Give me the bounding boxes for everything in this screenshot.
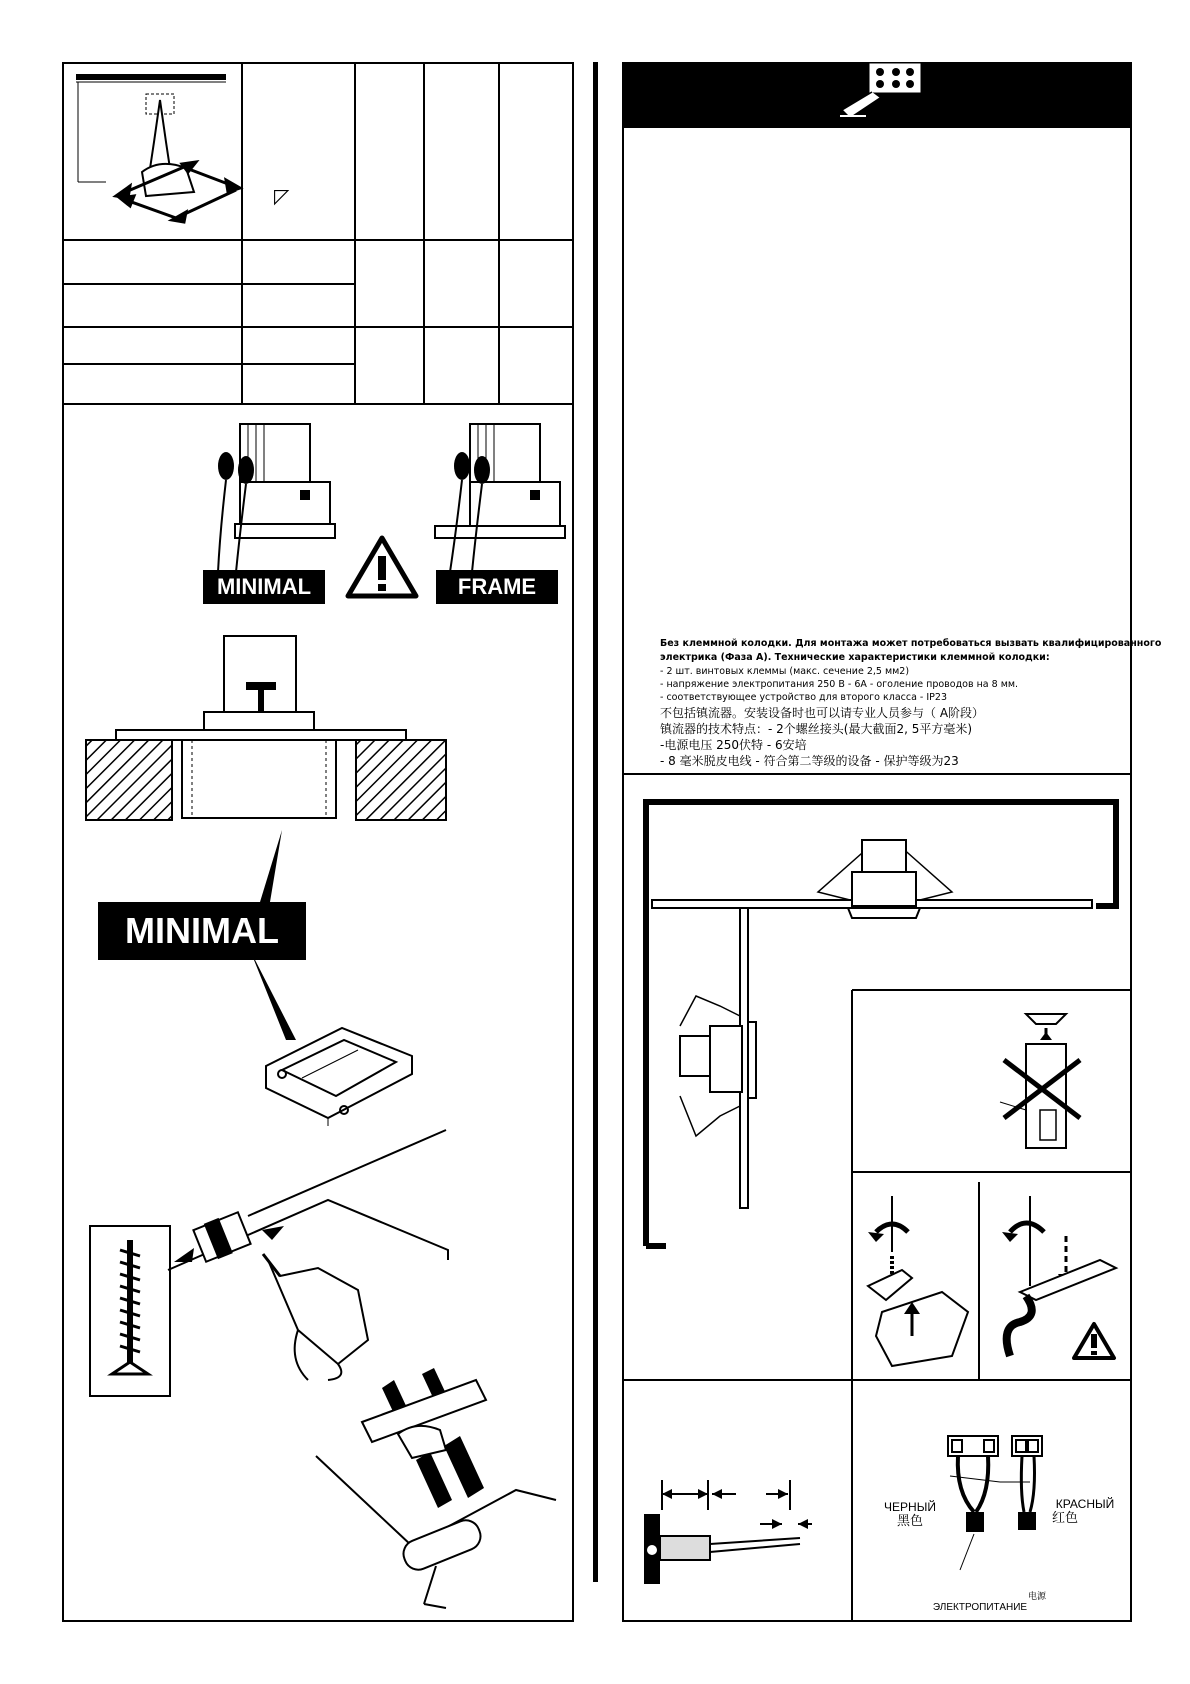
ru-note-line-5: - соответствующее устройство для второго класса - IP23 [660,692,947,703]
ru-note-line-4: - напряжение электропитания 250 В - 6А - оголение проводов на 8 мм. [660,679,1019,690]
plastering-illustration [316,1360,556,1610]
clip-screw-warning-illustration [990,1196,1120,1366]
clip-fix-illustration [862,1196,982,1366]
power-label-ru: ЭЛЕКТРОПИТАНИЕ [932,1602,1028,1613]
lamp-minimal-illustration [200,422,340,572]
black-wire-label-ru: ЧЕРНЫЙ [884,1500,936,1514]
frame-badge: FRAME [436,570,558,604]
red-wire-label-ru: КРАСНЫЙ [1055,1497,1115,1511]
warning-icon [346,534,418,600]
black-wire-label-zh: 黑色 [896,1514,923,1529]
column-divider [593,62,598,1582]
minimal-large-badge: MINIMAL [98,902,306,960]
mounting-frame-illustration [262,1022,432,1132]
hand-adjust-illustration [76,72,236,222]
power-label-zh: 电源 [1027,1592,1046,1602]
drill-illustration [168,1130,448,1380]
screw-detail-illustration [90,1226,170,1396]
minimal-badge: MINIMAL [203,570,325,604]
ru-note-line-2: электрика (Фаза А). Технические характеристики клеммной колодки: [660,652,1050,663]
zh-note-line-3: -电源电压 250伏特 - 6安培 [660,738,807,752]
zh-note-line-2: 镇流器的技术特点：- 2个螺丝接头(最大截面2, 5平方毫米) [660,722,973,736]
zh-note-line-1: 不包括镇流器。安装设备时也可以请专业人员参与（ A阶段） [660,706,985,720]
lamp-frame-illustration [430,422,570,572]
terminal-block-icon [836,58,926,122]
ru-note-line-3: - 2 шт. винтовых клеммы (макс. сечение 2,5 мм2) [660,666,910,677]
zh-note-line-4: - 8 毫米脱皮电线 - 符合第二等级的设备 - 保护等级为23 [660,754,959,768]
no-adjust-symbol: ◸ [274,184,290,208]
wire-strip-illustration [640,1480,820,1590]
ru-note-line-1: Без клеммной колодки. Для монтажа может потребоваться вызвать квалифицированного [660,638,1162,649]
spec-table [62,62,574,404]
red-wire-label-zh: 红色 [1051,1511,1078,1526]
forbidden-pull-illustration [1000,1010,1090,1150]
ceiling-section-illustration [86,632,446,832]
